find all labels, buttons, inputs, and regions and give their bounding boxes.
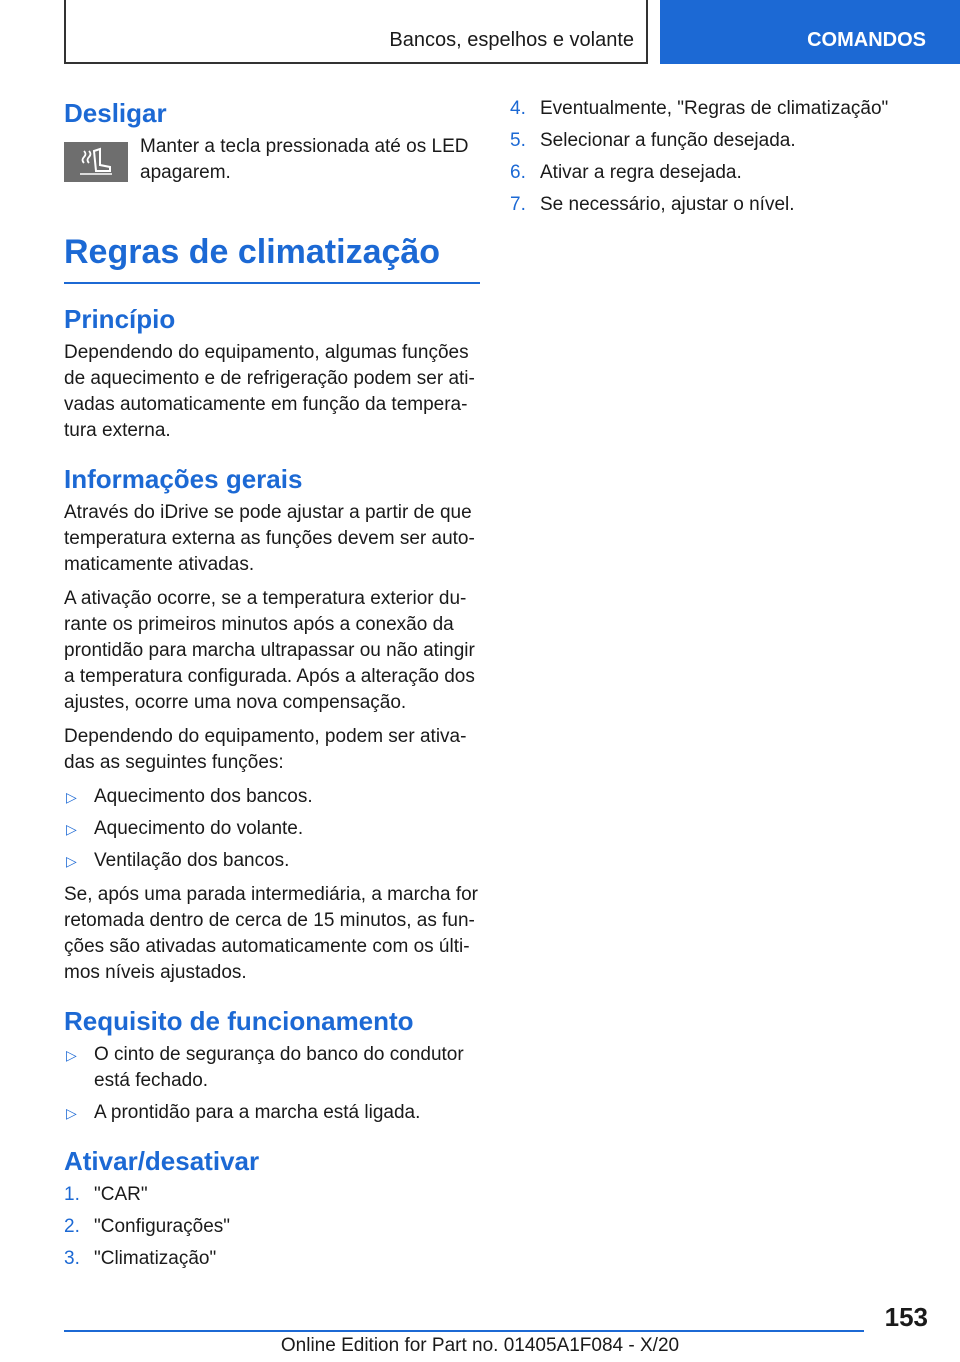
triangle-bullet-icon: ▷ — [66, 821, 77, 837]
info-paragraph-4: Se, após uma parada intermediária, a marcha for retomada dentro de cerca de 15 minutos, as fun-ções são ativadas automaticamente com os últi-mos níveis ajustados. — [64, 884, 478, 983]
main-heading-wrap — [64, 230, 480, 284]
list-item: ▷ Aquecimento dos bancos. — [64, 784, 480, 810]
list-item: 4. Eventualmente, "Regras de climatização" — [510, 98, 889, 119]
req-heading: Requisito de funcionamento — [64, 1006, 414, 1036]
desligar-text: Manter a tecla pressionada até os LED apagarem. — [140, 136, 469, 183]
list-item: 6. Ativar a regra desejada. — [510, 162, 742, 183]
list-item: 5. Selecionar a função desejada. — [510, 130, 796, 151]
left-column — [64, 96, 480, 1278]
ativar-heading: Ativar/desativar — [64, 1146, 260, 1176]
list-item: 7. Se necessário, ajustar o nível. — [510, 194, 795, 215]
desligar-heading: Desligar — [64, 98, 167, 128]
list-item: ▷ Aquecimento do volante. — [64, 816, 480, 842]
header-frame — [64, 0, 648, 64]
principio-text: Dependendo do equipamento, algumas funções de aquecimento e de refrigeração podem ser ati-vadas automaticamente em função da tempera-tura externa. — [64, 342, 475, 441]
footer-divider — [64, 1330, 864, 1332]
section-title: Bancos, espelhos e volante — [389, 29, 634, 51]
list-item: 3. "Climatização" — [64, 1248, 217, 1269]
list-item: ▷ O cinto de segurança do banco do condutor está fechado. — [66, 1044, 464, 1091]
triangle-bullet-icon: ▷ — [66, 853, 77, 869]
info-paragraph-1: Através do iDrive se pode ajustar a partir de que temperatura externa as funções devem ser auto-maticamente ativadas. — [64, 502, 475, 575]
edition-footer: Online Edition for Part no. 01405A1F084 - X/20 — [280, 1335, 680, 1356]
ativar-steps — [64, 1182, 480, 1272]
triangle-bullet-icon: ▷ — [66, 789, 77, 805]
seat-heating-icon — [64, 142, 128, 182]
principio-heading: Princípio — [64, 304, 176, 334]
info-paragraph-3: Dependendo do equipamento, podem ser ativa-das as seguintes funções: — [64, 726, 467, 773]
info-paragraph-2: A ativação ocorre, se a temperatura exterior du-rante os primeiros minutos após a conexão da prontidão para marcha ultrapassar ou não atingir a temperatura configurada. Após a alteração dos ajustes, ocorre uma nova compensação. — [64, 588, 475, 713]
info-heading: Informações gerais — [64, 464, 303, 494]
page-number: 153 — [884, 1302, 928, 1332]
list-item: 1. "CAR" — [64, 1184, 148, 1205]
list-item: ▷ Ventilação dos bancos. — [64, 848, 480, 874]
main-heading: Regras de climatização — [64, 233, 441, 271]
right-column — [510, 96, 930, 224]
desligar-block — [64, 134, 480, 186]
list-item: ▷ A prontidão para a marcha está ligada. — [64, 1100, 480, 1126]
ativar-steps-continued — [510, 96, 930, 218]
req-bullet-list — [64, 1042, 480, 1126]
triangle-bullet-icon: ▷ — [66, 1105, 77, 1121]
triangle-bullet-icon: ▷ — [66, 1047, 77, 1063]
chapter-tab-label: COMANDOS — [807, 29, 926, 51]
chapter-tab[interactable] — [660, 0, 960, 64]
info-bullet-list — [64, 784, 480, 874]
list-item: 2. "Configurações" — [64, 1216, 231, 1237]
